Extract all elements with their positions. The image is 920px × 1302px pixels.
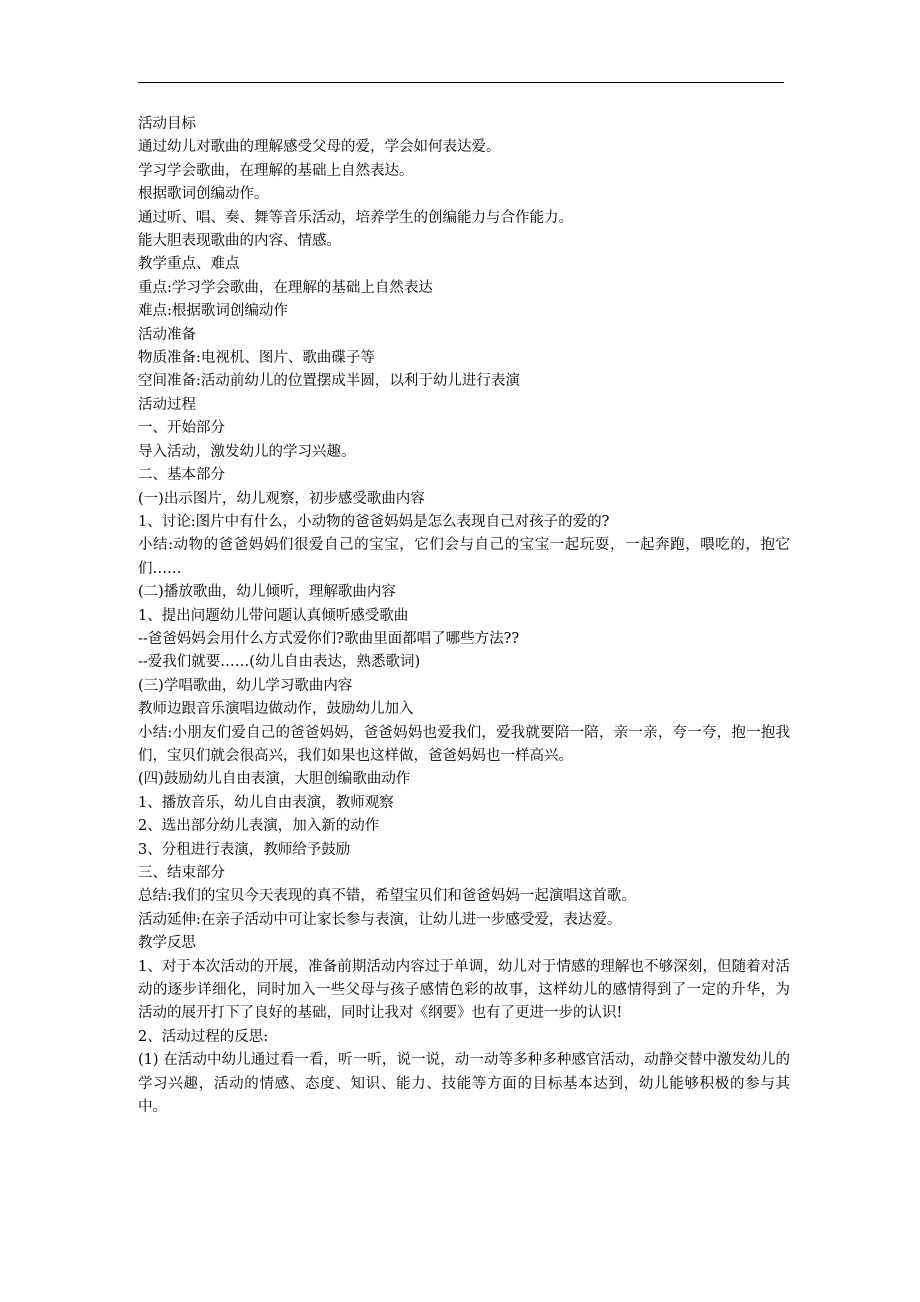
section-heading: 活动过程 [138, 396, 196, 413]
text-paragraph: 小结:动物的爸爸妈妈们很爱自己的宝宝，它们会与自己的宝宝一起玩耍，一起奔跑，喂吃的，抱它们…… [138, 537, 790, 577]
text-paragraph: (1) 在活动中幼儿通过看一看，听一听，说一说，动一动等多种多种感官活动，动静交替中激发幼儿的学习兴趣，活动的情感、态度、知识、能力、技能等方面的目标基本达到，幼儿能够积极的参与其中。 [138, 1052, 790, 1116]
text-line: 难点:根据歌词创编动作 [138, 303, 288, 320]
text-line: --爸爸妈妈会用什么方式爱你们?歌曲里面都唱了哪些方法?? [138, 630, 520, 647]
text-line: (二)播放歌曲，幼儿倾听，理解歌曲内容 [138, 584, 396, 601]
document-body [138, 113, 790, 1119]
text-line: 空间准备:活动前幼儿的位置摆成半圆，以利于幼儿进行表演 [138, 373, 520, 390]
text-line: 根据歌词创编动作。 [138, 186, 269, 203]
text-line: 1、播放音乐，幼儿自由表演，教师观察 [138, 794, 394, 811]
text-line: (三)学唱歌曲，幼儿学习歌曲内容 [138, 677, 353, 694]
text-line: 通过幼儿对歌曲的理解感受父母的爱，学会如何表达爱。 [138, 139, 501, 156]
text-line: 重点:学习学会歌曲，在理解的基础上自然表达 [138, 279, 433, 296]
text-line: 教师边跟音乐演唱边做动作，鼓励幼儿加入 [138, 701, 414, 718]
text-line: 二、基本部分 [138, 467, 225, 484]
text-line: 1、提出问题幼儿带问题认真倾听感受歌曲 [138, 607, 409, 624]
text-line: 3、分租进行表演，教师给予鼓励 [138, 841, 351, 858]
text-line: 总结:我们的宝贝今天表现的真不错，希望宝贝们和爸爸妈妈一起演唱这首歌。 [138, 888, 636, 905]
text-line: 通过听、唱、奏、舞等音乐活动，培养学生的创编能力与合作能力。 [138, 209, 573, 226]
section-heading: 教学重点、难点 [138, 256, 240, 273]
text-line: 2、选出部分幼儿表演，加入新的动作 [138, 818, 380, 835]
text-line: 2、活动过程的反思: [138, 1028, 269, 1045]
text-line: 学习学会歌曲，在理解的基础上自然表达。 [138, 162, 414, 179]
text-line: (四)鼓励幼儿自由表演，大胆创编歌曲动作 [138, 771, 411, 788]
text-line: (一)出示图片，幼儿观察，初步感受歌曲内容 [138, 490, 425, 507]
section-heading: 教学反思 [138, 935, 196, 952]
text-paragraph: 小结:小朋友们爱自己的爸爸妈妈，爸爸妈妈也爱我们，爱我就要陪一陪，亲一亲，夸一夸，抱一抱我们，宝贝们就会很高兴，我们如果也这样做，爸爸妈妈也一样高兴。 [138, 724, 790, 764]
text-line: 物质准备:电视机、图片、歌曲碟子等 [138, 350, 375, 367]
text-line: 导入活动，激发幼儿的学习兴趣。 [138, 443, 356, 460]
text-paragraph: 1、对于本次活动的开展，准备前期活动内容过于单调，幼儿对于情感的理解也不够深刻，但随着对活动的逐步详细化，同时加入一些父母与孩子感情色彩的故事，这样幼儿的感情得到了一定的升华，为活动的展开打下了良好的基础，同时让我对《纲要》也有了更进一步的认识! [138, 958, 790, 1022]
section-heading: 活动目标 [138, 116, 196, 132]
text-line: 三、结束部分 [138, 865, 225, 881]
text-line: 能大胆表现歌曲的内容、情感。 [138, 233, 341, 250]
text-line: --爱我们就要……(幼儿自由表达，熟悉歌词) [138, 654, 421, 671]
text-line: 活动延伸:在亲子活动中可让家长参与表演，让幼儿进一步感受爱，表达爱。 [138, 911, 622, 928]
section-heading: 活动准备 [138, 326, 196, 343]
header-rule [138, 82, 784, 83]
text-line: 一、开始部分 [138, 420, 225, 437]
text-line: 1、讨论:图片中有什么，小动物的爸爸妈妈是怎么表现自己对孩子的爱的? [138, 513, 610, 530]
